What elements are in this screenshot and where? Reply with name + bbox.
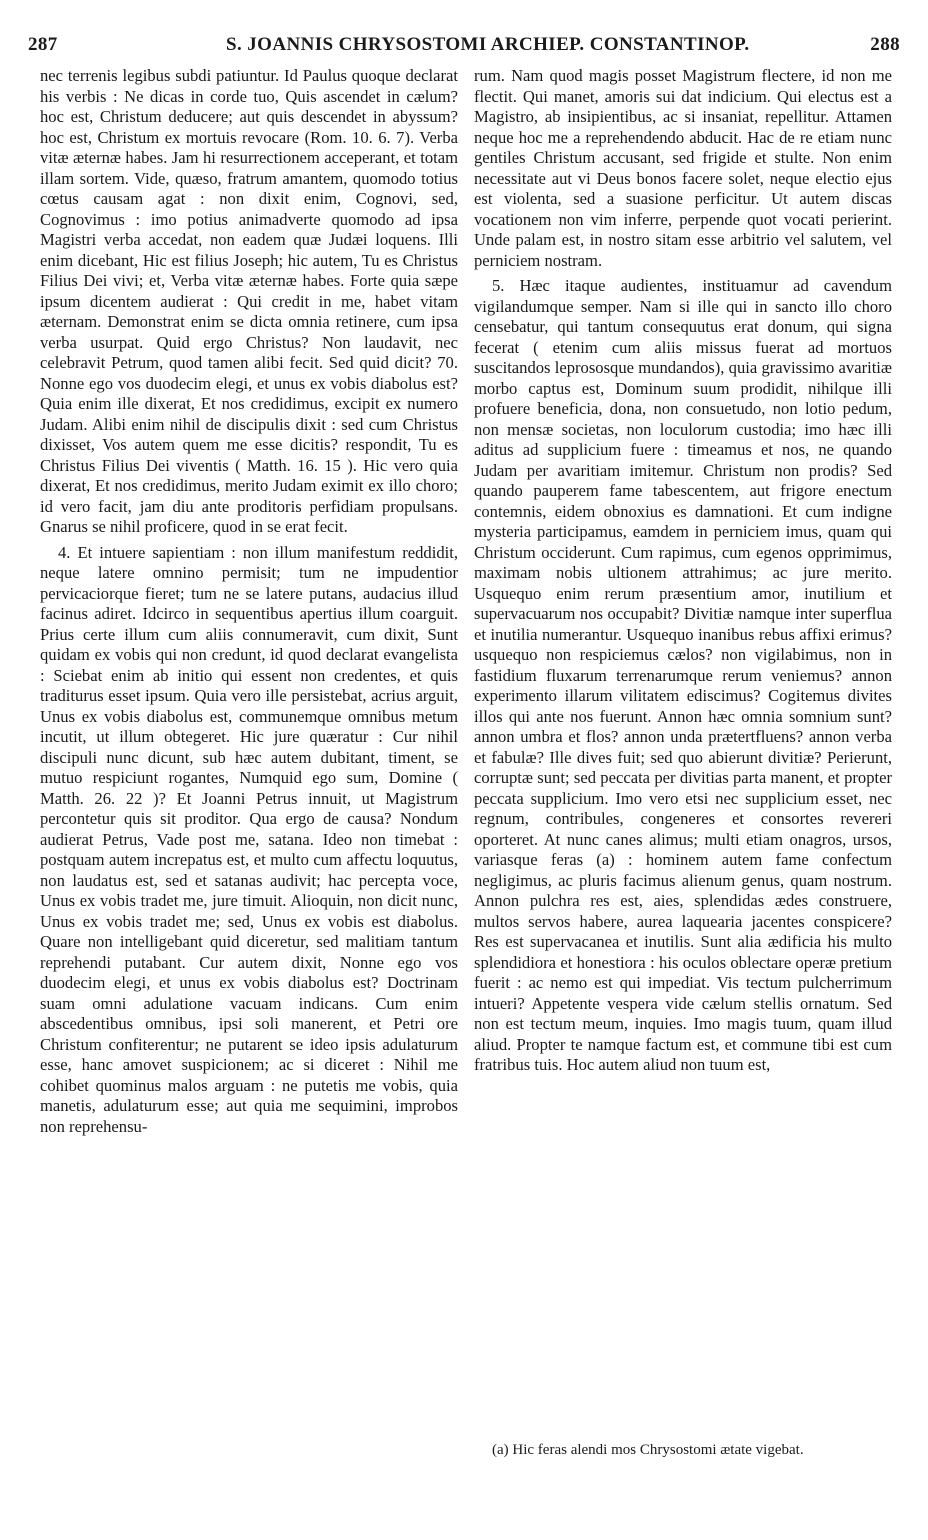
- paragraph: nec terrenis legibus subdi patiuntur. Id Paulus quoque declarat his verbis : Ne dicas in corde tuo, Quis ascendet in cælum? hoc est, Christum deducere; aut quis descendet in abyssum? hoc est, Christum ex mortuis revocare (Rom. 10. 6. 7). Verba vitæ æternæ habes. Jam hi resurrectionem acceperant, et totam illam sortem. Vide, quæso, fratrum amantem, quomodo totius cœtus causam agat : non dixit enim, Cognovi, sed, Cognovimus : imo potius animadverte quomodo ad ipsa Magistri verba accedat, non eadem quæ Judæi loquens. Illi enim dicebant, Hic est filius Joseph; hic autem, Tu es Christus Filius Dei vivi; et, Verba vitæ æternæ habes. Forte quia sæpe ipsum dicentem audierat : Qui credit in me, habet vitam æternam. Demonstrat enim se dicta omnia retinere, cum ipsa verba usurpat. Quid ergo Christus? Non laudavit, nec celebravit Petrum, quod tamen alibi fecit. Sed quid dicit? 70. Nonne ego vos duodecim elegi, et unus ex vobis diabolus est? Quia enim ille dixerat, Et nos credidimus, excipit ex numero Judam. Alibi enim nihil de discipulis dixit : sed cum Christus dixisset, Vos autem quem me esse dicitis? respondit, Tu es Christus Filius Dei viventis ( Matth. 16. 15 ). Hic vero quia dixerat, Et nos credidimus, merito Judam eximit ex illo choro; id vero facit, jam diu ante proditoris perfidiam propulsans. Gnarus se nihil proficere, quod in se erat fecit.: [40, 66, 458, 536]
- running-title: S. JOANNIS CHRYSOSTOMI ARCHIEP. CONSTANTINOP.: [226, 34, 750, 55]
- running-header: [28, 34, 900, 64]
- footnote: (a) Hic feras alendi mos Chrysostomi ætate vigebat.: [492, 1442, 804, 1458]
- paragraph: 4. Et intuere sapientiam : non illum manifestum reddidit, neque latere omnino permisit; tum ne impudentior pervicaciorque fieret; tum ne se latere putans, audacius illud facinus adiret. Idcirco in sequentibus apertius illum coarguit. Prius certe illum cum aliis connumeravit, cum dixit, Sunt quidam ex vobis qui non credunt, id quod declarat evangelista : Sciebat enim ab initio qui essent non credentes, et quis traditurus esset ipsum. Quia vero ille persistebat, acrius arguit, Unus ex vobis diabolus est, communemque omnibus metum incutit, ut illum obtegeret. Hic jure quæratur : Cur nihil discipuli nunc dicunt, sub hæc autem dubitant, timent, se mutuo respiciunt rogantes, Numquid ego sum, Domine ( Matth. 26. 22 )? Et Joanni Petrus innuit, ut Magistrum percontetur quis sit proditor. Qua ergo de causa? Nondum audierat Petrus, Vade post me, satana. Ideo non timebat : postquam autem increpatus est, et multo cum affectu loquutus, non laudatus est, sed et satanas audivit; hac percepta voce, Unus ex vobis tradet me, jure timuit. Alioquin, non dicit nunc, Unus ex vobis tradet me; sed, Unus ex vobis est diabolus. Quare non intelligebant quid diceretur, sed malitiam tantum reprehendi putabant. Cur autem dixit, Nonne ego vos duodecim elegi, et unus ex vobis diabolus est? Doctrinam suam omni adulatione vacuam indicans. Cum enim abscedentibus omnibus, ipsi soli manerent, et Petri ore Christum confiterentur; ne putarent se ideo ipsis adulaturum esse, hanc amovet suspicionem; ac si diceret : Nihil me cohibet quominus malos arguam : ne putetis me vobis, quia manetis, adulaturum esse; aut quia me sequimini, improbos non reprehensu-: [40, 542, 458, 1136]
- left-column: [40, 66, 458, 1137]
- page-number-left: 287: [28, 34, 58, 55]
- right-column: [474, 66, 892, 1076]
- paragraph: 5. Hæc itaque audientes, instituamur ad cavendum vigilandumque semper. Nam si ille qui in sancto illo choro censebatur, qui tantum consequutus erat donum, qui signa fecerat ( etenim cum aliis missus fuerat ad mortuos suscitandos leprososque mundandos), quia gravissimo avaritiæ morbo captus est, Dominum suum prodidit, nihilque illi profuere beneficia, dona, non consuetudo, non lotio pedum, non mensæ societas, non loculorum custodia; imo hæc illi aditus ad supplicium fuere : timeamus et nos, ne quando Judam per avaritiam imitemur. Christum non prodis? Sed quando pauperem fame tabescentem, aut frigore enectum contemnis, eidem obnoxius es damnationi. Et cum indigne mysteria participamus, eamdem in perniciem imus, quam qui Christum occiderunt. Cum rapimus, cum egenos opprimimus, maximam nobis ultionem attrahimus; ac jure merito. Usquequo enim rerum præsentium amor, inutilium et supervacuarum nos occupabit? Divitiæ namque inter superflua et inutilia numerantur. Usquequo inanibus rebus affixi erimus? usquequo non respiciemus cælos? non vigilabimus, non in fastidium fluxarum terrenarumque rerum veniemus? annon experimento illarum vilitatem ediscimus? Cogitemus divites illos qui ante nos fuerunt. Annon hæc omnia somnium sunt? annon umbra et flos? annon unda prætertfluens? annon verba et fabulæ? Ille dives fuit; sed quo abierunt divitiæ? Perierunt, corruptæ sunt; sed peccata per divitias parta manent, et propter peccata supplicium. Imo vero etsi nec supplicium esset, nec regnum, contribules, congeneres et consortes revereri oporteret. At nunc canes alimus; multi etiam onagros, ursos, variasque feras (a) : hominem autem fame confectum negligimus, ac pluris facimus alienum genus, quam nostrum. Annon pulchra res est, aies, splendidas ædes construere, multos servos habere, aurea laquearia jacentes conspicere? Res est supervacanea et inutilis. Sunt alia ædificia his multo splendidiora et honestiora : his oculos oblectare operæ pretium fuerit : ac nemo est qui impediat. Vis tectum pulcherrimum intueri? Appetente vespera vide cælum stellis ornatum. Sed non est tectum meum, inquies. Imo magis tuum, quam illud aliud. Propter te namque factum est, et commune tibi est cum fratribus tuis. Hoc autem aliud non tuum est,: [474, 276, 892, 1074]
- page-number-right: 288: [870, 34, 900, 55]
- paragraph: rum. Nam quod magis posset Magistrum flectere, id non me flectit. Qui manet, amoris sui dat indicium. Qui electus est a Magistro, ab insipientibus, ac si insaniat, repellitur. Attamen neque hoc me a reprehendendo abducit. Hac de re etiam nunc gentiles Christum accusant, sed frigide et stulte. Non enim necessitate aut vi Deus bonos facere solet, neque electio ejus est violenta, sed a suasione perficitur. Ut autem discas vocationem non vim inferre, perpende quot vocati perierint. Unde palam est, in nostro sitam esse arbitrio vel salutem, vel perniciem nostram.: [474, 66, 892, 270]
